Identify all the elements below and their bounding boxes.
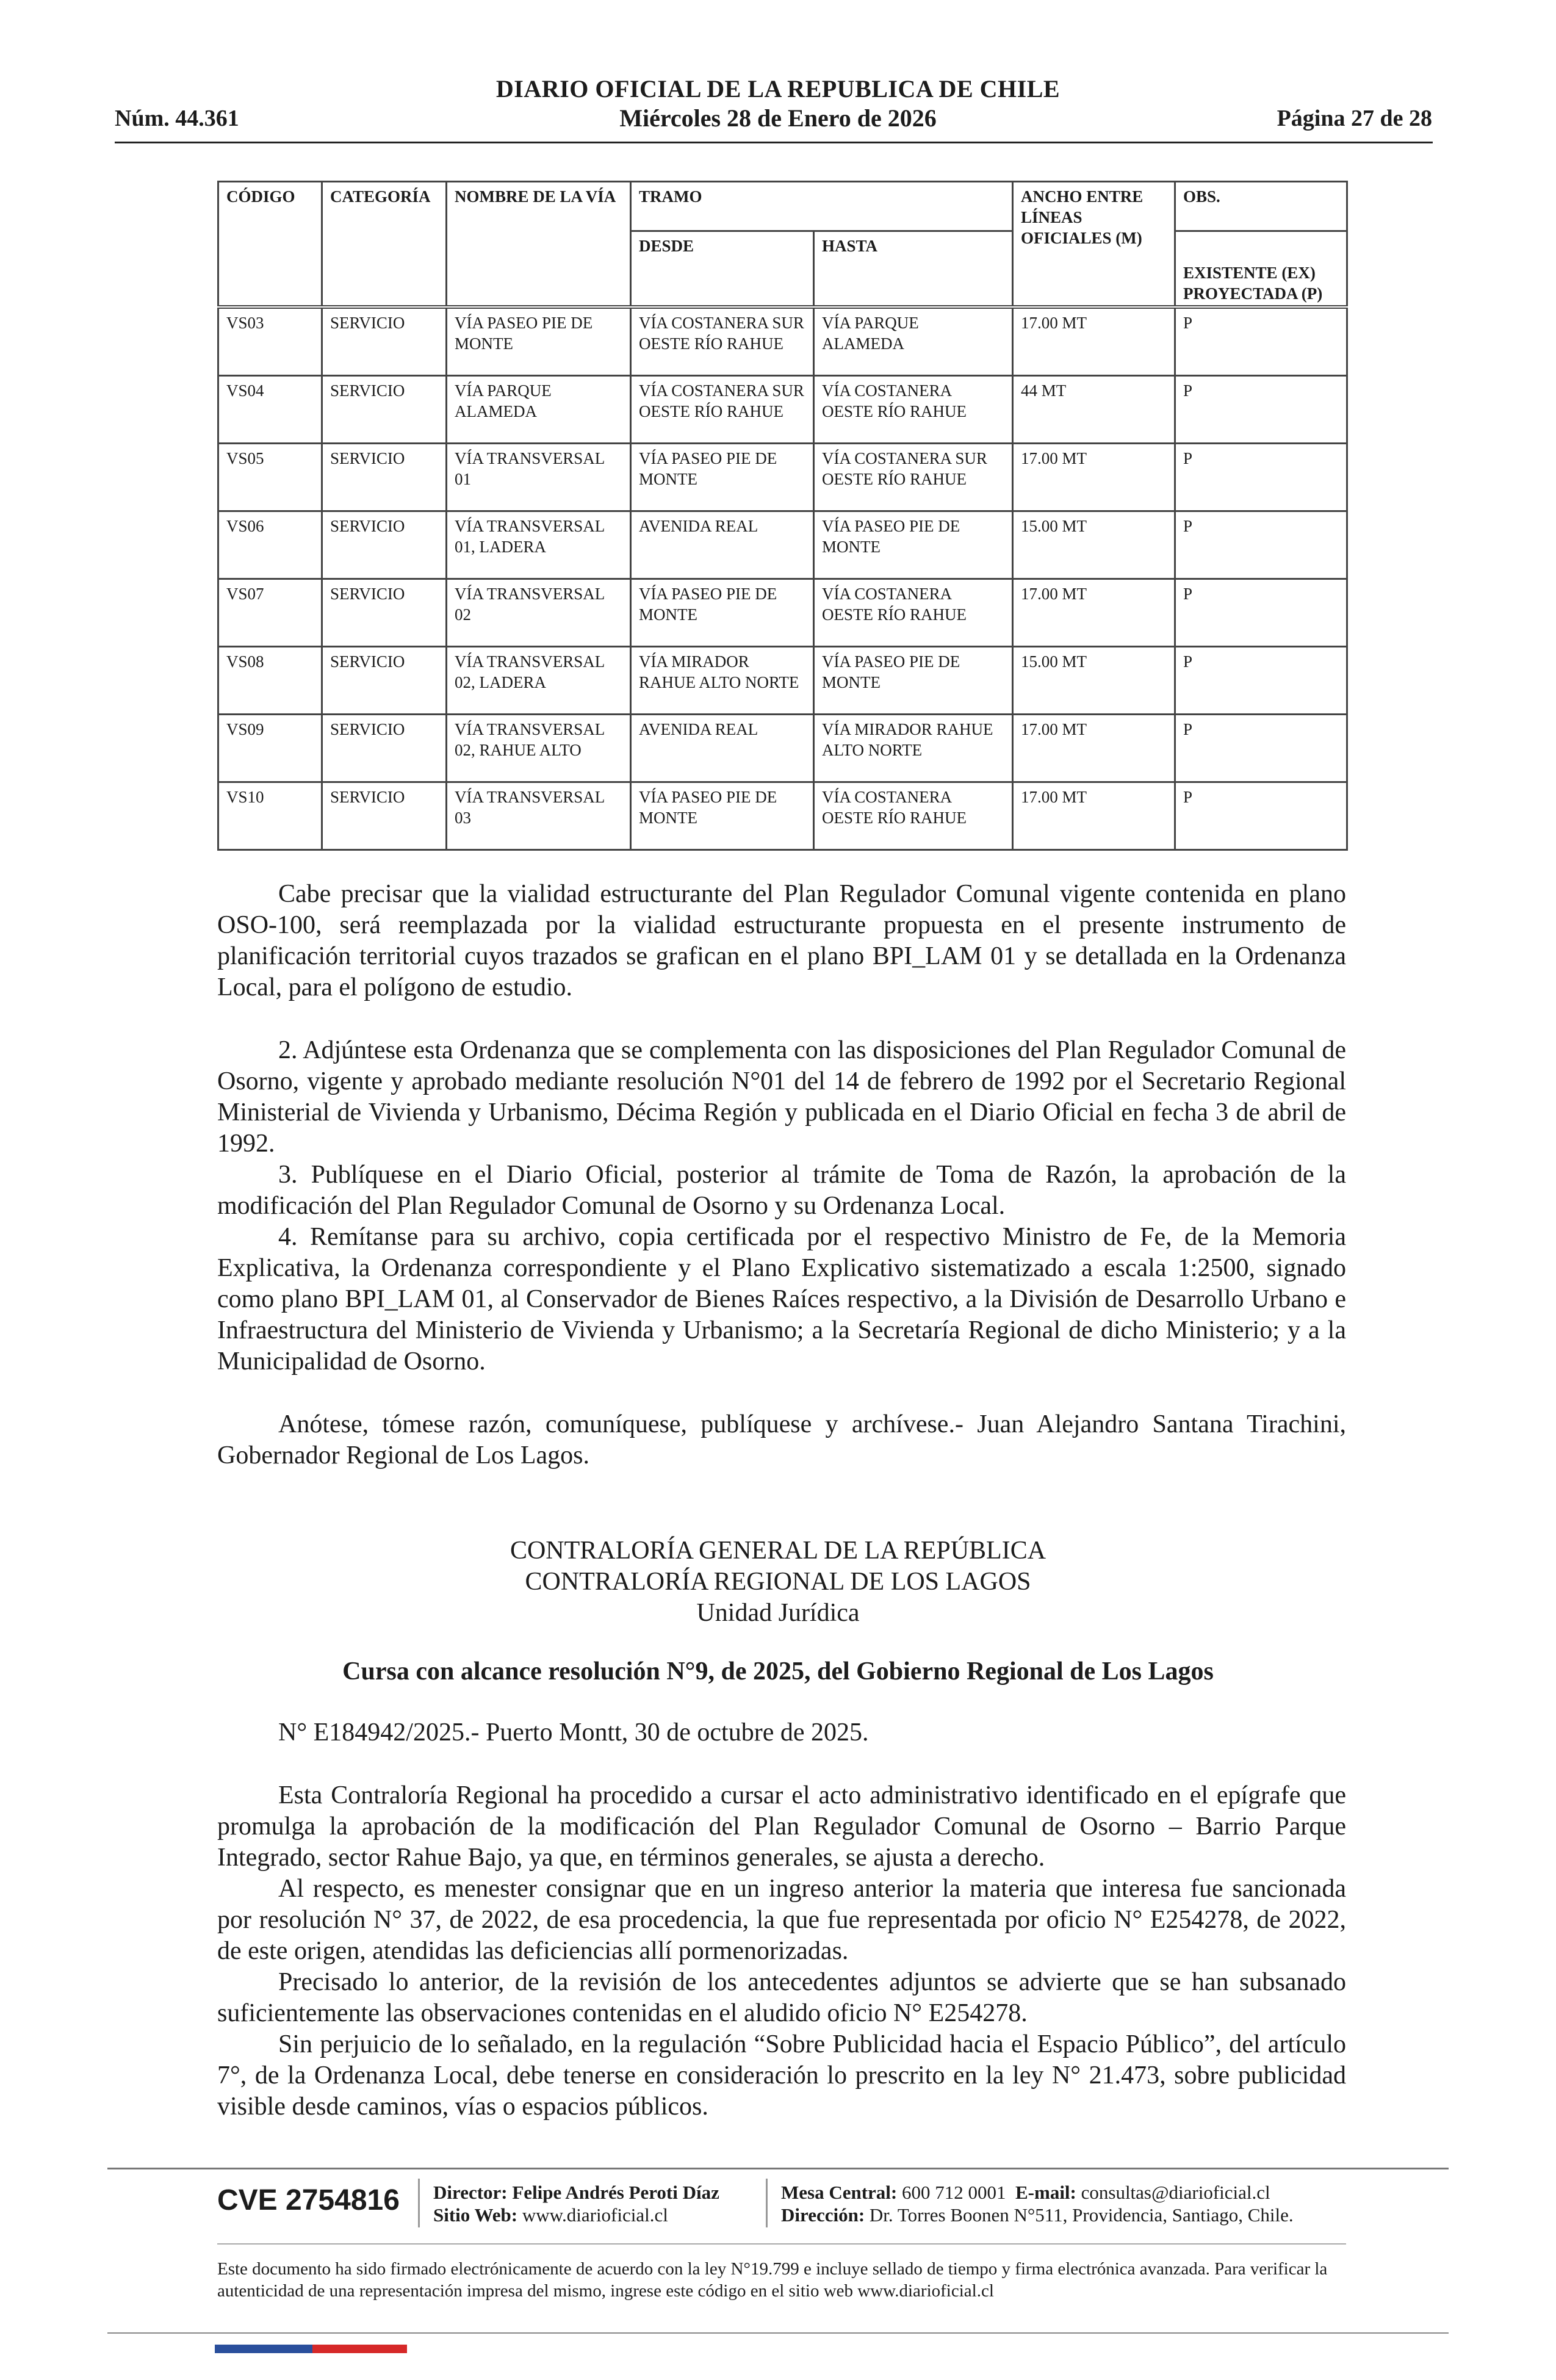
cell-obs: P xyxy=(1175,647,1347,715)
cell-categoria: SERVICIO xyxy=(322,511,447,579)
cell-desde: VÍA PASEO PIE DE MONTE xyxy=(631,782,814,850)
cell-hasta: VÍA COSTANERA OESTE RÍO RAHUE xyxy=(814,579,1013,647)
cell-hasta: VÍA PARQUE ALAMEDA xyxy=(814,307,1013,376)
cell-hasta: VÍA MIRADOR RAHUE ALTO NORTE xyxy=(814,715,1013,782)
cell-hasta: VÍA COSTANERA SUR OESTE RÍO RAHUE xyxy=(814,444,1013,511)
cell-ancho: 17.00 MT xyxy=(1013,715,1175,782)
col-obs: OBS. xyxy=(1175,182,1347,231)
table-row xyxy=(218,376,1347,444)
cell-nombre: VÍA PASEO PIE DE MONTE xyxy=(447,307,631,376)
contraloria-body xyxy=(217,1717,1346,2122)
paragraph-vialidad: Cabe precisar que la vialidad estructurante del Plan Regulador Comunal vigente contenida en plano OSO-100, será reemplazada por la vialidad estructurante propuesta en el presente instrumento de planificación territorial cuyos trazados se grafican en el plano BPI_LAM 01 y se detallada en la Ordenanza Local, para el polígono de estudio. xyxy=(217,880,1346,1001)
flag-stripe-blue xyxy=(215,2345,312,2353)
cell-codigo: VS05 xyxy=(218,444,322,511)
paragraph-remitanse: 4. Remítanse para su archivo, copia certificada por el respectivo Ministro de Fe, de la Memoria Explicativa, la Ordenanza correspondiente y el Plano Explicativo sistematizado a escala 1:2500, signado como plano BPI_LAM 01, al Conservador de Bienes Raíces respectivo, a la División de Desarrollo Urbano e Infraestructura del Ministerio de Vivienda y Urbanismo; a la Secretaría Regional de dicho Ministerio; y a la Municipalidad de Osorno. xyxy=(217,1223,1346,1376)
cell-desde: VÍA COSTANERA SUR OESTE RÍO RAHUE xyxy=(631,307,814,376)
footer-separator xyxy=(418,2179,420,2227)
address-label: Dirección: xyxy=(781,2204,865,2226)
cell-codigo: VS07 xyxy=(218,579,322,647)
cell-ancho: 17.00 MT xyxy=(1013,579,1175,647)
paragraph-signature: Anótese, tómese razón, comuníquese, publíquese y archívese.- Juan Alejandro Santana Tirachini, Gobernador Regional de Los Lagos. xyxy=(217,1410,1346,1469)
mesa-label: Mesa Central: xyxy=(781,2182,898,2203)
web-label: Sitio Web: xyxy=(433,2204,518,2226)
footer-director-block xyxy=(433,2181,719,2226)
table-row xyxy=(218,307,1347,376)
cell-codigo: VS09 xyxy=(218,715,322,782)
paragraph-adjuntese: 2. Adjúntese esta Ordenanza que se complementa con las disposiciones del Plan Regulador Comunal de Osorno, vigente y aprobado mediante resolución N°01 del 14 de febrero de 1992 por el Secretario Regional Ministerial de Vivienda y Urbanismo, Décima Región y publicada en el Diario Oficial en fecha 3 de abril de 1992. xyxy=(217,1036,1346,1158)
contraloria-title: Cursa con alcance resolución N°9, de 2025, del Gobierno Regional de Los Lagos xyxy=(342,1657,1214,1686)
cell-codigo: VS06 xyxy=(218,511,322,579)
col-obs-sub: EXISTENTE (EX) PROYECTADA (P) xyxy=(1175,231,1347,308)
unidad-juridica: Unidad Jurídica xyxy=(696,1599,860,1627)
table-row xyxy=(218,715,1347,782)
cell-nombre: VÍA TRANSVERSAL 02, RAHUE ALTO xyxy=(447,715,631,782)
cell-nombre: VÍA TRANSVERSAL 01, LADERA xyxy=(447,511,631,579)
cell-desde: AVENIDA REAL xyxy=(631,715,814,782)
cell-categoria: SERVICIO xyxy=(322,307,447,376)
cell-categoria: SERVICIO xyxy=(322,376,447,444)
mesa-phone: 600 712 0001 xyxy=(902,2182,1006,2203)
contraloria-reference: N° E184942/2025.- Puerto Montt, 30 de octubre de 2025. xyxy=(278,1718,869,1747)
cell-obs: P xyxy=(1175,444,1347,511)
issue-date: Miércoles 28 de Enero de 2026 xyxy=(619,104,937,132)
contraloria-paragraph-4: Sin perjuicio de lo señalado, en la regulación “Sobre Publicidad hacia el Espacio Público”, del artículo 7°, de la Ordenanza Local, debe tenerse en consideración lo prescrito en la ley N° 21.473, sobre publicidad visible desde caminos, vías o espacios públicos. xyxy=(217,2030,1346,2121)
col-desde: DESDE xyxy=(631,231,814,308)
cell-obs: P xyxy=(1175,579,1347,647)
director-name: Felipe Andrés Peroti Díaz xyxy=(512,2182,719,2203)
cell-categoria: SERVICIO xyxy=(322,444,447,511)
header-divider xyxy=(115,142,1433,143)
cell-desde: AVENIDA REAL xyxy=(631,511,814,579)
footer-bottom-divider xyxy=(107,2332,1449,2334)
cell-desde: VÍA MIRADOR RAHUE ALTO NORTE xyxy=(631,647,814,715)
email-link[interactable]: consultas@diarioficial.cl xyxy=(1081,2182,1270,2203)
table-row xyxy=(218,444,1347,511)
contraloria-heading xyxy=(0,1535,1556,1629)
cell-obs: P xyxy=(1175,307,1347,376)
contraloria-general: CONTRALORÍA GENERAL DE LA REPÚBLICA xyxy=(510,1537,1046,1565)
page-indicator: Página 27 de 28 xyxy=(1277,106,1432,131)
cve-code: CVE 2754816 xyxy=(217,2184,400,2216)
cell-codigo: VS03 xyxy=(218,307,322,376)
flag-stripe-red xyxy=(312,2345,407,2353)
footer-contact-block xyxy=(781,2181,1294,2226)
cell-codigo: VS10 xyxy=(218,782,322,850)
cell-nombre: VÍA TRANSVERSAL 01 xyxy=(447,444,631,511)
newspaper-title: DIARIO OFICIAL DE LA REPUBLICA DE CHILE xyxy=(495,75,1061,103)
address: Dr. Torres Boonen N°511, Providencia, Santiago, Chile. xyxy=(869,2204,1294,2226)
cell-categoria: SERVICIO xyxy=(322,782,447,850)
cell-hasta: VÍA COSTANERA OESTE RÍO RAHUE xyxy=(814,376,1013,444)
cell-obs: P xyxy=(1175,715,1347,782)
cell-nombre: VÍA TRANSVERSAL 03 xyxy=(447,782,631,850)
contraloria-paragraph-2: Al respecto, es menester consignar que en un ingreso anterior la materia que interesa fue sancionada por resolución N° 37, de 2022, de esa procedencia, la que fue representada por oficio N° E254278, de 2022, de este origen, atendidas las deficiencias allí pormenorizadas. xyxy=(217,1875,1346,1965)
resolution-body xyxy=(217,879,1346,1471)
cell-desde: VÍA PASEO PIE DE MONTE xyxy=(631,444,814,511)
col-nombre: NOMBRE DE LA VÍA xyxy=(447,182,631,308)
cell-ancho: 15.00 MT xyxy=(1013,647,1175,715)
contraloria-paragraph-1: Esta Contraloría Regional ha procedido a cursar el acto administrativo identificado en el epígrafe que promulga la aprobación de la modificación del Plan Regulador Comunal de Osorno – Barrio Parque Integrado, sector Rahue Bajo, ya que, en términos generales, se ajusta a derecho. xyxy=(217,1781,1346,1872)
cell-codigo: VS04 xyxy=(218,376,322,444)
footer-separator xyxy=(766,2179,768,2227)
footer-divider xyxy=(107,2168,1449,2169)
cell-obs: P xyxy=(1175,511,1347,579)
cell-codigo: VS08 xyxy=(218,647,322,715)
cell-ancho: 17.00 MT xyxy=(1013,444,1175,511)
cell-obs: P xyxy=(1175,376,1347,444)
cell-ancho: 44 MT xyxy=(1013,376,1175,444)
cell-desde: VÍA COSTANERA SUR OESTE RÍO RAHUE xyxy=(631,376,814,444)
footer-inner-divider xyxy=(217,2243,1346,2245)
issue-number: Núm. 44.361 xyxy=(115,106,239,131)
cell-nombre: VÍA TRANSVERSAL 02 xyxy=(447,579,631,647)
col-ancho: ANCHO ENTRE LÍNEAS OFICIALES (M) xyxy=(1013,182,1175,308)
cell-hasta: VÍA COSTANERA OESTE RÍO RAHUE xyxy=(814,782,1013,850)
paragraph-publiquese: 3. Publíquese en el Diario Oficial, posterior al trámite de Toma de Razón, la aprobación de la modificación del Plan Regulador Comunal de Osorno y su Ordenanza Local. xyxy=(217,1161,1346,1220)
email-label: E-mail: xyxy=(1015,2182,1076,2203)
col-codigo: CÓDIGO xyxy=(218,182,322,308)
cell-desde: VÍA PASEO PIE DE MONTE xyxy=(631,579,814,647)
col-categoria: CATEGORÍA xyxy=(322,182,447,308)
vias-table xyxy=(217,181,1348,851)
web-link[interactable]: www.diarioficial.cl xyxy=(522,2204,668,2226)
cell-nombre: VÍA PARQUE ALAMEDA xyxy=(447,376,631,444)
cell-obs: P xyxy=(1175,782,1347,850)
col-tramo: TRAMO xyxy=(631,182,1013,231)
cell-hasta: VÍA PASEO PIE DE MONTE xyxy=(814,647,1013,715)
cell-hasta: VÍA PASEO PIE DE MONTE xyxy=(814,511,1013,579)
cell-ancho: 15.00 MT xyxy=(1013,511,1175,579)
cell-nombre: VÍA TRANSVERSAL 02, LADERA xyxy=(447,647,631,715)
cell-categoria: SERVICIO xyxy=(322,715,447,782)
table-row xyxy=(218,647,1347,715)
contraloria-regional: CONTRALORÍA REGIONAL DE LOS LAGOS xyxy=(525,1568,1031,1596)
table-row xyxy=(218,579,1347,647)
table-row xyxy=(218,511,1347,579)
cell-ancho: 17.00 MT xyxy=(1013,307,1175,376)
cell-categoria: SERVICIO xyxy=(322,579,447,647)
legal-notice: Este documento ha sido firmado electrónicamente de acuerdo con la ley N°19.799 e incluye sellado de tiempo y firma electrónica avanzada. Para verificar la autenticidad de una representación impresa del mismo, ingrese este código en el sitio web www.diarioficial.cl xyxy=(217,2259,1328,2301)
cell-ancho: 17.00 MT xyxy=(1013,782,1175,850)
col-hasta: HASTA xyxy=(814,231,1013,308)
cell-categoria: SERVICIO xyxy=(322,647,447,715)
contraloria-paragraph-3: Precisado lo anterior, de la revisión de los antecedentes adjuntos se advierte que se han subsanado suficientemente las observaciones contenidas en el aludido oficio N° E254278. xyxy=(217,1968,1346,2027)
table-row xyxy=(218,782,1347,850)
director-label: Director: xyxy=(433,2182,508,2203)
